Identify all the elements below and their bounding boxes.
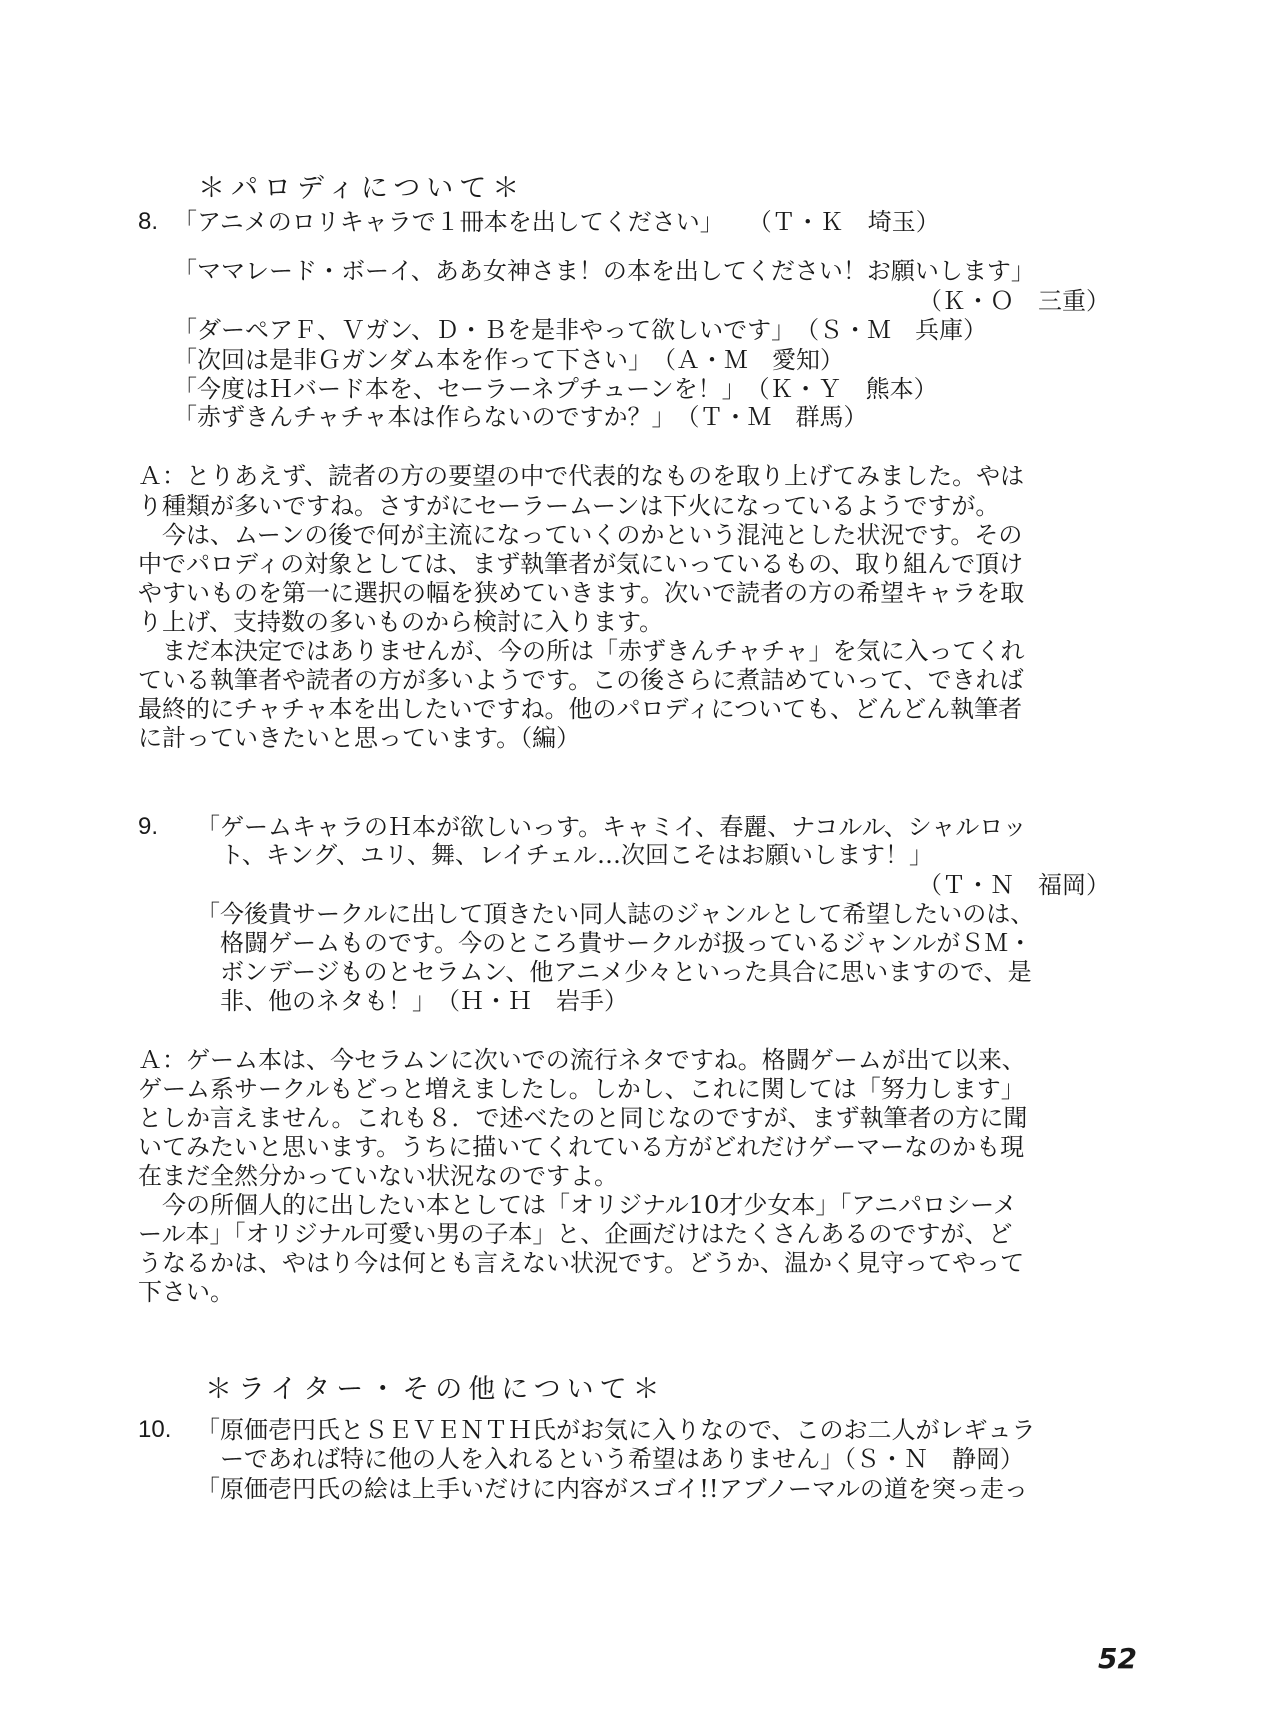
question-number-8: 8. bbox=[138, 208, 159, 235]
page-number: 52 bbox=[1098, 1642, 1137, 1675]
request-line: 「今度はＨバード本を、セーラーネプチューンを！」 （Ｋ・Ｙ 熊本） bbox=[173, 375, 938, 403]
answer-line: 下さい。 bbox=[138, 1278, 234, 1306]
request-line: 「今後貴サークルに出して頂きたい同人誌のジャンルとして希望したいのは、 bbox=[196, 900, 1035, 928]
answer-line: ゲーム系サークルもどっと増えましたし。しかし、これに関しては「努力します」 bbox=[138, 1075, 1025, 1103]
answer-line: り上げ、支持数の多いものから検討に入ります。 bbox=[138, 608, 664, 636]
request-line: 「赤ずきんチャチャ本は作らないのですか？」 （Ｔ・Ｍ 群馬） bbox=[173, 403, 868, 431]
request-line: ーであれば特に他の人を入れるという希望はありません」（Ｓ・Ｎ 静岡） bbox=[220, 1445, 1024, 1473]
request-line: 「原価壱円氏とＳＥＶＥＮＴＨ氏がお気に入りなので、このお二人がレギュラ bbox=[196, 1416, 1036, 1444]
request-line: 「アニメのロリキャラで１冊本を出してください」 （Ｔ・Ｋ 埼玉） bbox=[173, 208, 940, 236]
answer-line: 今の所個人的に出したい本としては「オリジナル10才少女本」「アニパロシーメ bbox=[138, 1191, 1017, 1219]
answer-line: いてみたいと思います。うちに描いてくれている方がどれだけゲーマーなのかも現 bbox=[138, 1133, 1025, 1161]
answer-line: 在まだ全然分かっていない状況なのですよ。 bbox=[138, 1162, 618, 1190]
request-attribution: （Ｔ・Ｎ 福岡） bbox=[918, 871, 1110, 899]
answer-line: としか言えません。これも８．で述べたのと同じなのですが、まず執筆者の方に聞 bbox=[138, 1104, 1028, 1132]
section-heading-writer: ＊ライター・その他について＊ bbox=[205, 1374, 666, 1405]
request-line: 「原価壱円氏の絵は上手いだけに内容がスゴイ!!アブノーマルの道を突っ走っ bbox=[196, 1475, 1028, 1503]
request-line: ト、キング、ユリ、舞、レイチェル…次回こそはお願いします！」 bbox=[220, 841, 934, 869]
question-number-10: 10. bbox=[138, 1416, 172, 1443]
request-line: ボンデージものとセラムン、他アニメ少々といった具合に思いますので、是 bbox=[220, 958, 1032, 986]
answer-line: 中でパロディの対象としては、まず執筆者が気にいっているもの、取り組んで頂け bbox=[138, 550, 1024, 578]
answer-line: 最終的にチャチャ本を出したいですね。他のパロディについても、どんどん執筆者 bbox=[138, 695, 1023, 723]
answer-line: ている執筆者や読者の方が多いようです。この後さらに煮詰めていって、できれば bbox=[138, 666, 1024, 694]
request-line: 「ダーペアＦ、Ｖガン、Ｄ・Ｂを是非やって欲しいです」 （Ｓ・Ｍ 兵庫） bbox=[173, 316, 988, 344]
answer-line: まだ本決定ではありませんが、今の所は「赤ずきんチャチャ」を気に入ってくれ bbox=[138, 637, 1025, 665]
answer-line: ール本」「オリジナル可愛い男の子本」と、企画だけはたくさんあるのですが、ど bbox=[138, 1220, 1013, 1248]
section-heading-parody: ＊パロディについて＊ bbox=[198, 173, 526, 204]
answer-line: 今は、ムーンの後で何が主流になっていくのかという混沌とした状況です。その bbox=[138, 521, 1023, 549]
answer-line: うなるかは、やはり今は何とも言えない状況です。どうか、温かく見守ってやって bbox=[138, 1249, 1025, 1277]
request-line: 「ゲームキャラのＨ本が欲しいっす。キャミイ、春麗、ナコルル、シャルロッ bbox=[196, 813, 1027, 841]
question-number-9: 9. bbox=[138, 813, 159, 840]
request-line: 非、他のネタも！」 （Ｈ・Ｈ 岩手） bbox=[220, 987, 628, 1015]
answer-line: やすいものを第一に選択の幅を狭めていきます。次いで読者の方の希望キャラを取 bbox=[138, 579, 1025, 607]
request-line: 「次回は是非Ｇガンダム本を作って下さい」 （Ａ・Ｍ 愛知） bbox=[173, 346, 845, 374]
request-line: 格闘ゲームものです。今のところ貴サークルが扱っているジャンルがＳＭ・ bbox=[220, 929, 1033, 957]
answer-line: り種類が多いですね。さすがにセーラームーンは下火になっているようですが。 bbox=[138, 492, 1000, 520]
answer-line: Ａ：とりあえず、読者の方の要望の中で代表的なものを取り上げてみました。やは bbox=[138, 462, 1025, 490]
answer-line: Ａ：ゲーム本は、今セラムンに次いでの流行ネタですね。格闘ゲームが出て以来、 bbox=[138, 1046, 1026, 1074]
answer-line: に計っていきたいと思っています。（編） bbox=[138, 724, 581, 752]
request-attribution: （Ｋ・Ｏ 三重） bbox=[918, 287, 1110, 315]
request-line: 「ママレード・ボーイ、ああ女神さま！の本を出してください！お願いします」 bbox=[173, 257, 1035, 285]
